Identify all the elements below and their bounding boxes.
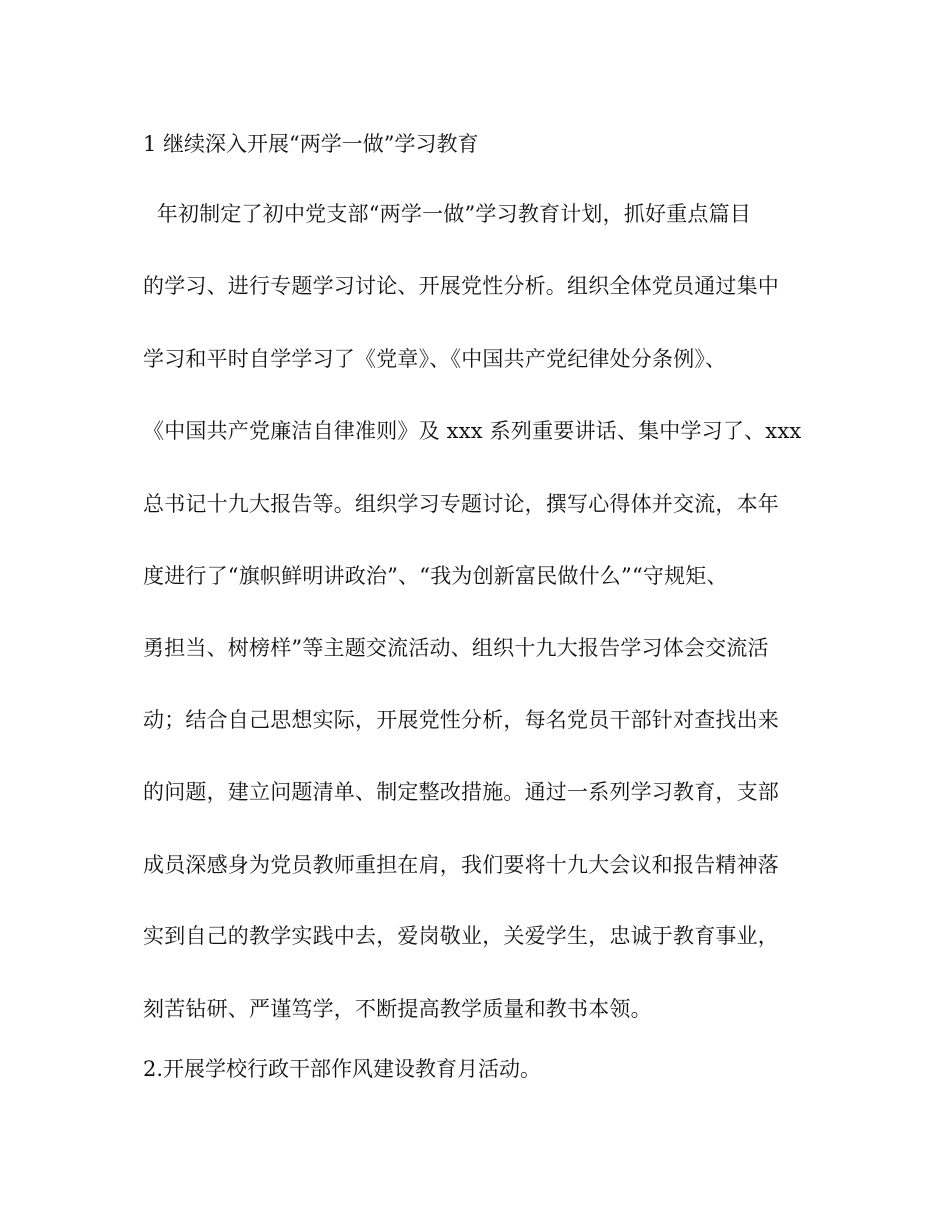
paragraph-line: 《中国共产党廉洁自律准则》及 xxx 系列重要讲话、集中学习了、xxx: [143, 419, 802, 443]
paragraph-line: 年初制定了初中党支部“两学一做”学习教育计划，抓好重点篇目: [143, 202, 752, 226]
paragraph-line: 动；结合自己思想实际，开展党性分析，每名党员干部针对查找出来: [143, 708, 779, 732]
paragraph-line: 总书记十九大报告等。组织学习专题讨论，撰写心得体并交流，本年: [143, 492, 779, 516]
paragraph-line: 勇担当、树榜样”等主题交流活动、组织十九大报告学习体会交流活: [143, 636, 769, 660]
paragraph-line: 刻苦钻研、严谨笃学，不断提高教学质量和教书本领。: [143, 997, 652, 1021]
section-2-heading: 2.开展学校行政干部作风建设教育月活动。: [143, 1057, 542, 1081]
paragraph-line: 的问题，建立问题清单、制定整改措施。通过一系列学习教育，支部: [143, 780, 779, 804]
paragraph-line: 实到自己的教学实践中去，爱岗敬业，关爱学生，忠诚于教育事业，: [143, 924, 779, 948]
paragraph-line: 度进行了“旗帜鲜明讲政治”、“我为创新富民做什么”“守规矩、: [143, 564, 728, 588]
paragraph-line: 的学习、进行专题学习讨论、开展党性分析。组织全体党员通过集中: [143, 274, 779, 298]
paragraph-line: 学习和平时自学学习了《党章》、《中国共产党纪律处分条例》、: [143, 347, 727, 371]
paragraph-line: 成员深感身为党员教师重担在肩，我们要将十九大会议和报告精神落: [143, 853, 779, 877]
section-1-heading: 1 继续深入开展“两学一做”学习教育: [143, 132, 479, 156]
